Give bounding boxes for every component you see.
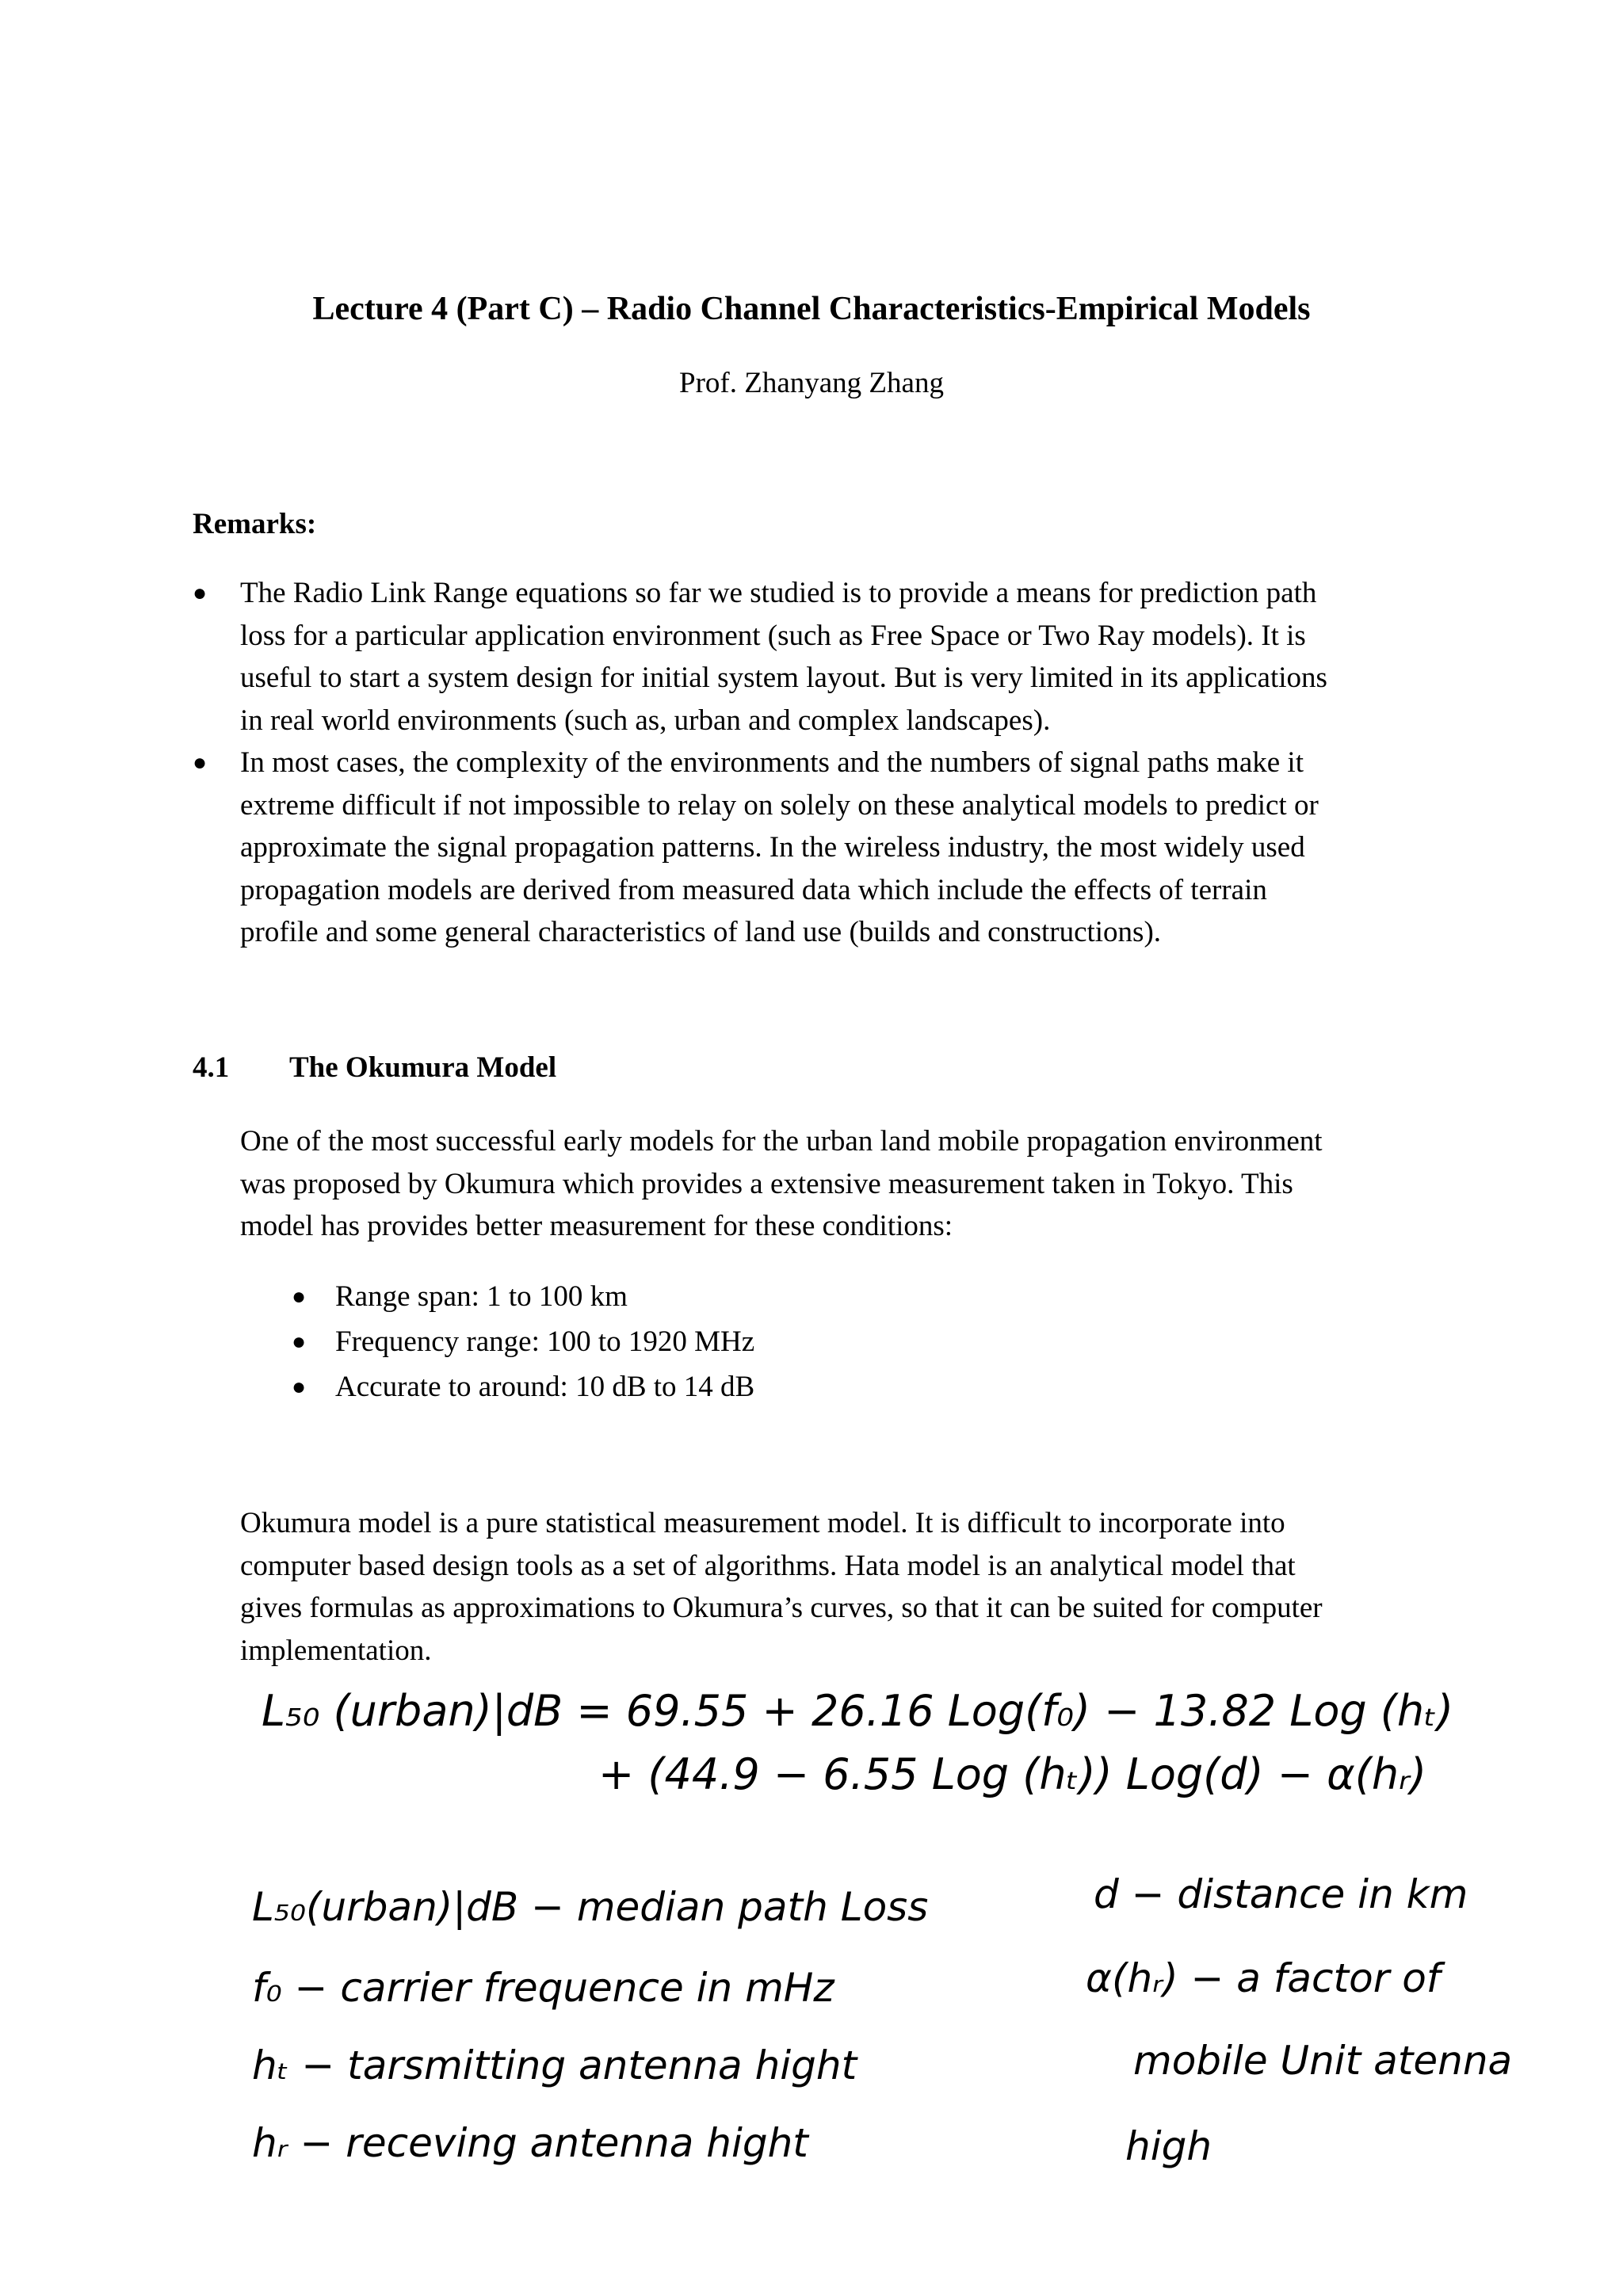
text-line: model has provides better measurement for these conditions: bbox=[240, 1210, 953, 1242]
legend-distance: d − distance in km bbox=[1094, 1871, 1468, 1917]
text-line: Okumura model is a pure statistical measurement model. It is difficult to incorporate into bbox=[240, 1507, 1285, 1539]
list-item bbox=[193, 742, 1461, 954]
list-item bbox=[292, 1364, 754, 1409]
intro-paragraph bbox=[240, 1120, 1476, 1248]
legend-factor: α(hᵣ) − a factor of bbox=[1086, 1955, 1441, 2001]
text-line: gives formulas as approximations to Okumura’s curves, so that it can be suited for computer bbox=[240, 1592, 1323, 1624]
text-line: loss for a particular application environment (such as Free Space or Two Ray models). It is bbox=[240, 619, 1306, 652]
conditions-list bbox=[292, 1274, 754, 1409]
text-line: propagation models are derived from measured data which include the effects of terrain bbox=[240, 873, 1267, 906]
text-line: One of the most successful early models for the urban land mobile propagation environment bbox=[240, 1125, 1323, 1158]
hata-equation-line-1: L₅₀ (urban)|dB = 69.55 + 26.16 Log(f₀) − 13.82 Log (hₜ) bbox=[262, 1686, 1454, 1736]
list-item bbox=[193, 572, 1461, 742]
legend-antenna-high: high bbox=[1125, 2123, 1212, 2169]
page-title: Lecture 4 (Part C) – Radio Channel Characteristics-Empirical Models bbox=[312, 291, 1311, 327]
text-line: In most cases, the complexity of the environments and the numbers of signal paths make it bbox=[240, 746, 1304, 779]
text-line: approximate the signal propagation patterns. In the wireless industry, the most widely used bbox=[240, 831, 1305, 864]
legend-carrier-frequency: f₀ − carrier frequence in mHz bbox=[252, 1965, 834, 2011]
condition-text: Range span: 1 to 100 km bbox=[335, 1280, 628, 1313]
text-line: extreme difficult if not impossible to relay on solely on these analytical models to predict or bbox=[240, 788, 1319, 822]
text-line: The Radio Link Range equations so far we studied is to provide a means for prediction path bbox=[240, 577, 1317, 609]
legend-receiving-height: hᵣ − receving antenna hight bbox=[252, 2120, 808, 2166]
hata-equation-line-2: + (44.9 − 6.55 Log (hₜ)) Log(d) − α(hᵣ) bbox=[598, 1749, 1427, 1799]
text-line: useful to start a system design for initial system layout. But is very limited in its applications bbox=[240, 662, 1327, 694]
text-line: was proposed by Okumura which provides a extensive measurement taken in Tokyo. This bbox=[240, 1167, 1293, 1200]
text-line: computer based design tools as a set of algorithms. Hata model is an analytical model that bbox=[240, 1549, 1296, 1582]
author-name: Prof. Zhanyang Zhang bbox=[679, 367, 944, 399]
condition-text: Frequency range: 100 to 1920 MHz bbox=[335, 1325, 755, 1358]
legend-median-path-loss: L₅₀(urban)|dB − median path Loss bbox=[252, 1884, 929, 1930]
bullet-icon: ● bbox=[292, 1329, 307, 1355]
bullet-icon: ● bbox=[193, 749, 208, 776]
list-item bbox=[292, 1274, 754, 1319]
text-line: in real world environments (such as, urban and complex landscapes). bbox=[240, 704, 1051, 737]
text-line: profile and some general characteristics of land use (builds and constructions). bbox=[240, 916, 1162, 948]
legend-transmitting-height: hₜ − tarsmitting antenna hight bbox=[252, 2042, 857, 2088]
section-number: 4.1 bbox=[193, 1051, 230, 1084]
list-item bbox=[292, 1319, 754, 1364]
condition-text: Accurate to around: 10 dB to 14 dB bbox=[335, 1371, 755, 1403]
hata-paragraph bbox=[240, 1502, 1476, 1672]
remarks-heading: Remarks: bbox=[193, 508, 317, 540]
text-line: implementation. bbox=[240, 1634, 432, 1667]
legend-mobile-unit: mobile Unit atenna bbox=[1133, 2038, 1513, 2084]
remarks-bullet-list bbox=[193, 572, 1461, 954]
bullet-icon: ● bbox=[193, 580, 208, 606]
bullet-icon: ● bbox=[292, 1283, 307, 1310]
section-title: The Okumura Model bbox=[289, 1051, 557, 1084]
bullet-icon: ● bbox=[292, 1374, 307, 1400]
